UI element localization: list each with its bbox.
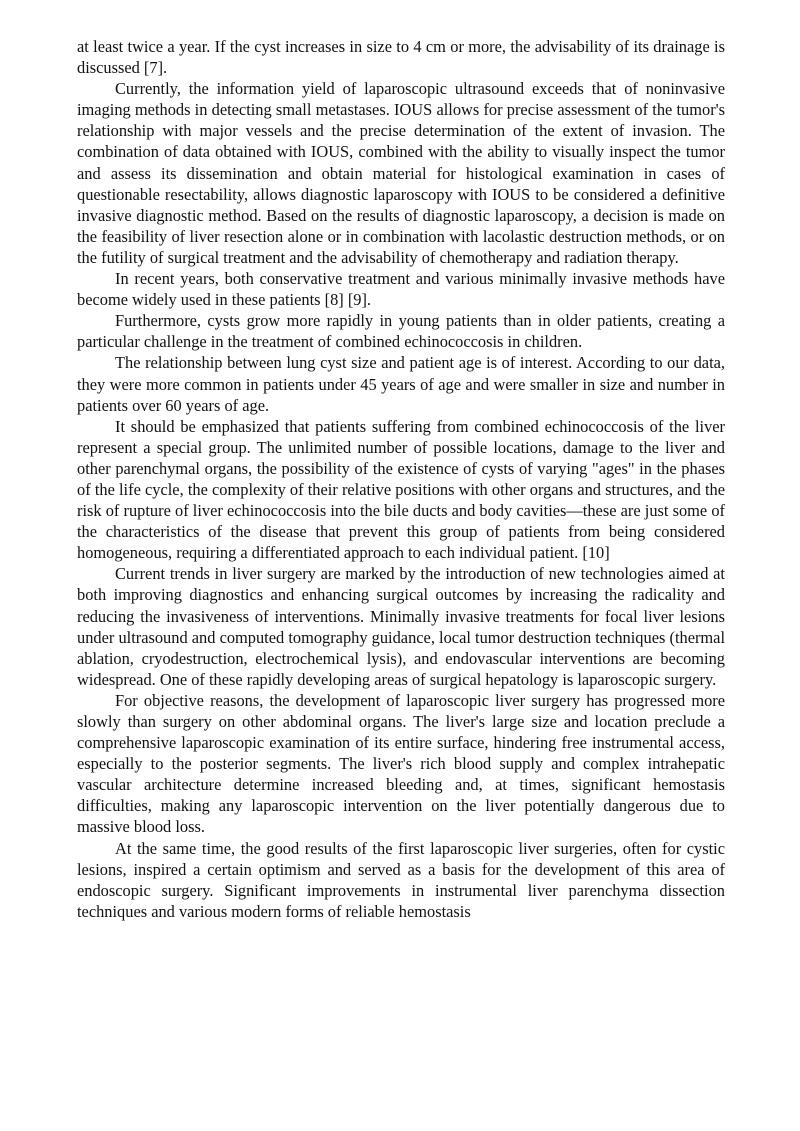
paragraph-laparoscopic-ultrasound: Currently, the information yield of laparoscopic ultrasound exceeds that of noninvasive imaging methods in detecting small metastases. IOUS allows for precise assessment of the tumor's relationship with major vessels and the precise determination of the extent of invasion. The combination of data obtained with IOUS, combined with the ability to visually inspect the tumor and assess its dissemination and obtain material for histological examination in cases of questionable resectability, allows diagnostic laparoscopy with IOUS to be considered a definitive invasive diagnostic method. Based on the results of diagnostic laparoscopy, a decision is made on the feasibility of liver resection alone or in combination with lacolastic destruction methods, or on the futility of surgical treatment and the advisability of chemotherapy and radiation therapy. [77,79,725,267]
paragraph-drainage-continuation: at least twice a year. If the cyst increases in size to 4 cm or more, the advisability of its drainage is discussed [7]. [77,37,725,78]
paragraph-lung-cyst-age: The relationship between lung cyst size and patient age is of interest. According to our data, they were more common in patients under 45 years of age and were smaller in size and number in patients over 60 years of age. [77,353,725,415]
paragraph-first-laparoscopic-results: At the same time, the good results of the first laparoscopic liver surgeries, often for cystic lesions, inspired a certain optimism and served as a basis for the development of this area of endoscopic surgery. Significant improvements in instrumental liver parenchyma dissection techniques and various modern forms of reliable hemostasis [77,838,725,921]
paragraph-liver-surgery-trends: Current trends in liver surgery are marked by the introduction of new technologies aimed at both improving diagnostics and enhancing surgical outcomes by increasing the radicality and reducing the invasiveness of interventions. Minimally invasive treatments for focal liver lesions under ultrasound and computed tomography guidance, local tumor destruction techniques (thermal ablation, cryodestruction, electrochemical lysis), and endovascular interventions are becoming widespread. One of these rapidly developing areas of surgical hepatology is laparoscopic surgery. [77,564,725,689]
document-page [77,36,725,922]
paragraph-cyst-growth-children: Furthermore, cysts grow more rapidly in young patients than in older patients, creating a particular challenge in the treatment of combined echinococcosis in children. [77,311,725,352]
paragraph-laparoscopic-development: For objective reasons, the development of laparoscopic liver surgery has progressed more slowly than surgery on other abdominal organs. The liver's large size and location preclude a comprehensive laparoscopic examination of its entire surface, hindering free instrumental access, especially to the posterior segments. The liver's rich blood supply and complex intrahepatic vascular architecture determine increased bleeding and, at times, significant hemostasis difficulties, making any laparoscopic intervention on the liver potentially dangerous due to massive blood loss. [77,690,725,837]
paragraph-combined-echinococcosis: It should be emphasized that patients suffering from combined echinococcosis of the liver represent a special group. The unlimited number of possible locations, damage to the liver and other parenchymal organs, the possibility of the existence of cysts of varying "ages" in the phases of the life cycle, the complexity of their relative positions with other organs and structures, and the risk of rupture of liver echinococcosis into the bile ducts and body cavities—these are just some of the characteristics of the disease that prevent this group of patients from being considered homogeneous, requiring a differentiated approach to each individual patient. [10] [77,416,725,563]
paragraph-minimally-invasive-methods: In recent years, both conservative treatment and various minimally invasive methods have become widely used in these patients [8] [9]. [77,269,725,310]
